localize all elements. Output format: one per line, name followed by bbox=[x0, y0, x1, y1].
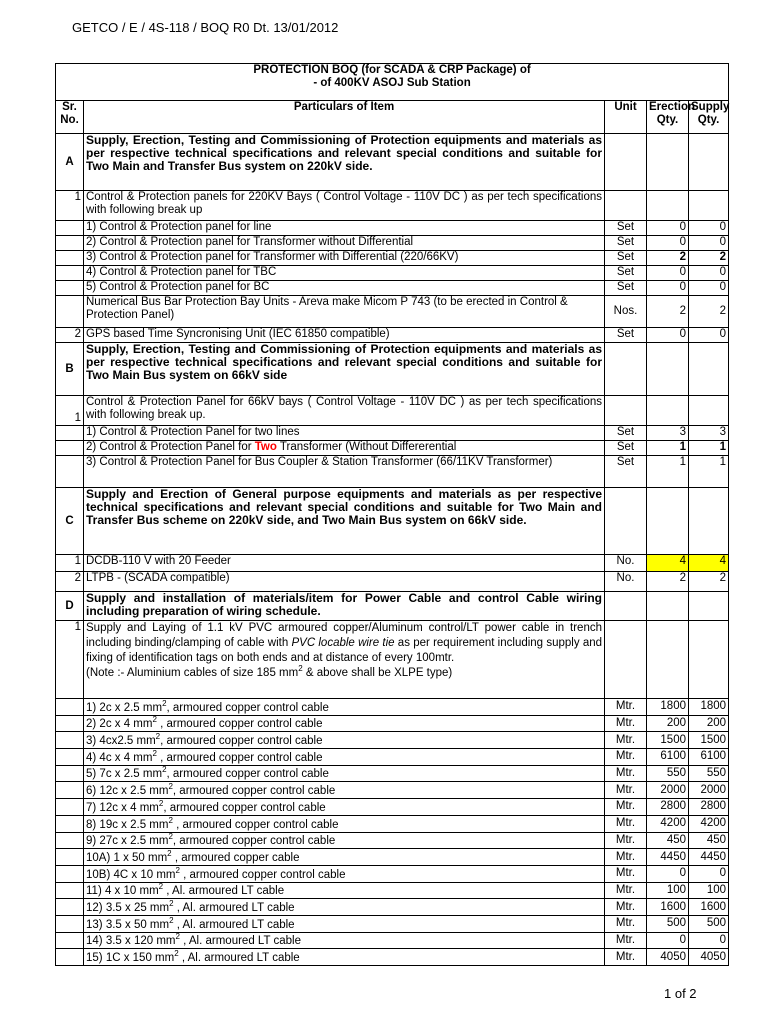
cable-supply-qty: 550 bbox=[689, 765, 729, 782]
section-a-row-4-erection: 0 bbox=[647, 266, 689, 281]
cable-description bbox=[84, 915, 605, 932]
cable-erection-qty: 550 bbox=[647, 765, 689, 782]
cable-supply-qty: 2000 bbox=[689, 782, 729, 799]
cable-erection-qty: 4450 bbox=[647, 849, 689, 866]
section-d-item-1-text-b: as per requirement including supply and fixing of identification tags on both ends and at distance of every 100mtr. bbox=[86, 637, 603, 664]
cable-size-sup: 2 bbox=[174, 949, 179, 959]
cable-supply-qty: 4450 bbox=[689, 849, 729, 866]
section-a-row-3-erection: 2 bbox=[647, 251, 689, 266]
cable-erection-qty: 2000 bbox=[647, 782, 689, 799]
section-b-row-2-text bbox=[84, 441, 605, 456]
section-c-row-1-text: DCDB-110 V with 20 Feeder bbox=[84, 555, 605, 572]
section-a-item-1-description: Control & Protection panels for 220KV Bays ( Control Voltage - 110V DC ) as per tech specifications with following break up bbox=[84, 191, 605, 221]
cable-description bbox=[84, 865, 605, 882]
cable-supply-qty: 6100 bbox=[689, 749, 729, 766]
cable-supply-qty: 0 bbox=[689, 865, 729, 882]
section-a-row-3-unit: Set bbox=[605, 251, 647, 266]
section-a-row-5-erection: 0 bbox=[647, 281, 689, 296]
cable-type: , Al. armoured LT cable bbox=[163, 885, 285, 898]
section-d-label: D bbox=[56, 592, 84, 621]
cable-description bbox=[84, 765, 605, 782]
section-c-description: Supply and Erection of General purpose equipments and materials as per respective technical specifications and relevant special conditions and suitable for Two Main and Transfer Bus scheme on 220kV side, and Two Main Bus system on 66kV side. bbox=[84, 488, 605, 555]
cable-size-sup: 2 bbox=[158, 882, 164, 892]
cable-size: 10B) 4C x 10 mm bbox=[86, 868, 176, 881]
section-a-description: Supply, Erection, Testing and Commissioning of Protection equipments and materials as per respective technical specifications and relevant special conditions and suitable for Two Main and Transfer Bus system on 220kV side. bbox=[84, 134, 605, 191]
cable-size: 1) 2c x 2.5 mm bbox=[86, 701, 163, 714]
busbar-erection: 2 bbox=[647, 296, 689, 328]
cable-type: , armoured copper cable bbox=[171, 851, 300, 864]
section-b-row-3-supply: 1 bbox=[689, 456, 729, 488]
cable-erection-qty: 100 bbox=[647, 882, 689, 899]
section-b-label: B bbox=[56, 343, 84, 396]
cable-row bbox=[56, 815, 729, 832]
cable-supply-qty: 4050 bbox=[689, 949, 729, 966]
section-a-row-5-supply: 0 bbox=[689, 281, 729, 296]
cable-description bbox=[84, 882, 605, 899]
section-b-description: Supply, Erection, Testing and Commissioning of Protection equipments and materials as per respective technical specifications and relevant special conditions and suitable for Two Main Bus system on 66kV side bbox=[84, 343, 605, 396]
boq-table bbox=[55, 63, 729, 966]
section-c-label: C bbox=[56, 488, 84, 555]
section-a-row-3 bbox=[56, 251, 729, 266]
cable-unit: Mtr. bbox=[605, 832, 647, 849]
section-a-item-2-supply: 0 bbox=[689, 328, 729, 343]
cable-description bbox=[84, 849, 605, 866]
cable-type: , armoured copper control cable bbox=[166, 701, 329, 714]
cable-description bbox=[84, 815, 605, 832]
section-a-label: A bbox=[56, 134, 84, 191]
cable-description bbox=[84, 699, 605, 716]
section-a-item-2-unit: Set bbox=[605, 328, 647, 343]
section-b-row-2-prefix: 2) Control & Protection Panel for bbox=[86, 441, 255, 453]
page-number: 1 of 2 bbox=[664, 986, 697, 1001]
section-a-row-1-erection: 0 bbox=[647, 221, 689, 236]
cable-row bbox=[56, 765, 729, 782]
section-a-row-1-text: 1) Control & Protection panel for line bbox=[84, 221, 605, 236]
section-b-item-1-sr: 1 bbox=[56, 396, 84, 426]
cable-unit: Mtr. bbox=[605, 715, 647, 732]
section-a-row-5-unit: Set bbox=[605, 281, 647, 296]
section-b-row-1-supply: 3 bbox=[689, 426, 729, 441]
busbar-row bbox=[56, 296, 729, 328]
cable-type: , Al. armoured LT cable bbox=[173, 918, 295, 931]
section-b-row-1-unit: Set bbox=[605, 426, 647, 441]
cable-size: 15) 1C x 150 mm bbox=[86, 952, 175, 964]
busbar-unit: Nos. bbox=[605, 296, 647, 328]
section-b-row-2-erection: 1 bbox=[647, 441, 689, 456]
section-d-item-1-sr: 1 bbox=[56, 621, 84, 699]
cable-supply-qty: 200 bbox=[689, 715, 729, 732]
section-b-row-1 bbox=[56, 426, 729, 441]
header-particulars: Particulars of Item bbox=[84, 101, 605, 134]
section-b-row-2 bbox=[56, 441, 729, 456]
cable-type: , Al. armoured LT cable bbox=[179, 935, 301, 948]
cable-erection-qty: 450 bbox=[647, 832, 689, 849]
section-c-row-2-unit: No. bbox=[605, 572, 647, 592]
section-a-item-2-text: GPS based Time Syncronising Unit (IEC 61850 compatible) bbox=[84, 328, 605, 343]
cable-supply-qty: 450 bbox=[689, 832, 729, 849]
cable-row bbox=[56, 899, 729, 916]
cable-description bbox=[84, 715, 605, 732]
section-b-row-1-text: 1) Control & Protection Panel for two lines bbox=[84, 426, 605, 441]
section-a-item-2-erection: 0 bbox=[647, 328, 689, 343]
section-c-row-2-erection: 2 bbox=[647, 572, 689, 592]
cable-unit: Mtr. bbox=[605, 949, 647, 966]
cable-unit: Mtr. bbox=[605, 799, 647, 816]
section-d-item-1-description bbox=[84, 621, 605, 699]
cable-size: 8) 19c x 2.5 mm bbox=[86, 818, 169, 831]
section-c-row-1-sr: 1 bbox=[56, 555, 84, 572]
section-d-item-1-text-a: Supply and Laying of 1.1 kV PVC armoured copper/Aluminum control/LT power cable in trench including binding/clamping of cable with bbox=[86, 622, 602, 649]
cable-type: , armoured copper control cable bbox=[172, 818, 339, 831]
cable-erection-qty: 4200 bbox=[647, 815, 689, 832]
cable-unit: Mtr. bbox=[605, 932, 647, 949]
cable-size: 5) 7c x 2.5 mm bbox=[86, 768, 163, 781]
section-d-note-prefix: (Note :- Aluminium cables of size 185 mm bbox=[86, 667, 299, 679]
cable-type: , armoured copper control cable bbox=[172, 785, 336, 798]
cable-type: , armoured copper control cable bbox=[156, 718, 323, 731]
cable-size-sup: 2 bbox=[169, 899, 174, 909]
cable-unit: Mtr. bbox=[605, 865, 647, 882]
cable-supply-qty: 2800 bbox=[689, 799, 729, 816]
cable-unit: Mtr. bbox=[605, 882, 647, 899]
section-a-row bbox=[56, 134, 729, 191]
cable-size-sup: 2 bbox=[168, 782, 173, 792]
cable-size: 4) 4c x 4 mm bbox=[86, 751, 153, 764]
cable-size-sup: 2 bbox=[158, 798, 164, 808]
title-line-2: - of 400KV ASOJ Sub Station bbox=[313, 77, 471, 89]
section-c-row-1-erection: 4 bbox=[647, 555, 689, 572]
title-line-1: PROTECTION BOQ (for SCADA & CRP Package) of bbox=[253, 64, 531, 76]
cable-size: 2) 2c x 4 mm bbox=[86, 718, 153, 731]
document-title bbox=[56, 64, 729, 101]
document-reference: GETCO / E / 4S-118 / BOQ R0 Dt. 13/01/2012 bbox=[72, 20, 339, 35]
cable-erection-qty: 1600 bbox=[647, 899, 689, 916]
cable-row bbox=[56, 749, 729, 766]
section-b-row-3-unit: Set bbox=[605, 456, 647, 488]
cable-type: , Al. armoured LT cable bbox=[178, 952, 300, 964]
section-b-row-2-emphasis: Two bbox=[254, 441, 277, 453]
header-sr-no: Sr. No. bbox=[56, 101, 84, 134]
cable-type: , armoured copper control cable bbox=[156, 751, 323, 764]
cable-row bbox=[56, 799, 729, 816]
section-a-row-2-erection: 0 bbox=[647, 236, 689, 251]
cable-row bbox=[56, 932, 729, 949]
section-a-row-4-unit: Set bbox=[605, 266, 647, 281]
cable-unit: Mtr. bbox=[605, 765, 647, 782]
section-a-row-1 bbox=[56, 221, 729, 236]
cable-size-sup: 2 bbox=[152, 748, 157, 758]
section-c-row bbox=[56, 488, 729, 555]
cable-size-sup: 2 bbox=[169, 915, 174, 925]
section-a-row-3-supply: 2 bbox=[689, 251, 729, 266]
cable-erection-qty: 0 bbox=[647, 932, 689, 949]
busbar-text: Numerical Bus Bar Protection Bay Units - Areva make Micom P 743 (to be erected in Control & Protection Panel) bbox=[84, 296, 605, 328]
cable-description bbox=[84, 899, 605, 916]
cable-row bbox=[56, 782, 729, 799]
cable-row bbox=[56, 732, 729, 749]
section-b-row-2-unit: Set bbox=[605, 441, 647, 456]
cable-unit: Mtr. bbox=[605, 899, 647, 916]
cable-erection-qty: 6100 bbox=[647, 749, 689, 766]
cable-supply-qty: 1500 bbox=[689, 732, 729, 749]
section-b-row-3 bbox=[56, 456, 729, 488]
header-unit: Unit bbox=[605, 101, 647, 134]
section-a-row-1-unit: Set bbox=[605, 221, 647, 236]
cable-size: 6) 12c x 2.5 mm bbox=[86, 785, 169, 798]
section-a-row-2 bbox=[56, 236, 729, 251]
cable-unit: Mtr. bbox=[605, 782, 647, 799]
section-c-row-1 bbox=[56, 555, 729, 572]
cable-row bbox=[56, 849, 729, 866]
cable-size-sup: 2 bbox=[168, 815, 173, 825]
cable-size: 11) 4 x 10 mm bbox=[86, 885, 159, 898]
cable-erection-qty: 200 bbox=[647, 715, 689, 732]
cable-size-sup: 2 bbox=[162, 765, 167, 775]
cable-size-sup: 2 bbox=[168, 832, 173, 842]
cable-size: 13) 3.5 x 50 mm bbox=[86, 918, 170, 931]
cable-description bbox=[84, 932, 605, 949]
section-a-row-2-text: 2) Control & Protection panel for Transformer without Differential bbox=[84, 236, 605, 251]
cable-row bbox=[56, 865, 729, 882]
section-b-row bbox=[56, 343, 729, 396]
section-a-row-4 bbox=[56, 266, 729, 281]
cable-row bbox=[56, 882, 729, 899]
cable-size: 10A) 1 x 50 mm bbox=[86, 851, 168, 864]
cable-size: 3) 4cx2.5 mm bbox=[86, 735, 156, 748]
cable-supply-qty: 4200 bbox=[689, 815, 729, 832]
section-a-row-2-unit: Set bbox=[605, 236, 647, 251]
cable-size: 7) 12c x 4 mm bbox=[86, 801, 159, 814]
section-d-item-1-text-italic: PVC locable wire tie bbox=[291, 637, 395, 649]
busbar-supply: 2 bbox=[689, 296, 729, 328]
cable-size-sup: 2 bbox=[175, 932, 180, 942]
cable-type: , armoured copper control cable bbox=[160, 735, 323, 748]
cable-erection-qty: 4050 bbox=[647, 949, 689, 966]
cable-supply-qty: 100 bbox=[689, 882, 729, 899]
section-a-item-1-sr: 1 bbox=[56, 191, 84, 221]
cable-row bbox=[56, 699, 729, 716]
cable-description bbox=[84, 732, 605, 749]
header-erection-qty: Erection Qty. bbox=[647, 101, 689, 134]
cable-size-sup: 2 bbox=[175, 865, 180, 875]
header-row bbox=[56, 101, 729, 134]
section-d-item-1-row bbox=[56, 621, 729, 699]
section-d-row bbox=[56, 592, 729, 621]
cable-size-sup: 2 bbox=[155, 732, 161, 742]
cable-unit: Mtr. bbox=[605, 815, 647, 832]
cable-row bbox=[56, 832, 729, 849]
cable-row bbox=[56, 949, 729, 966]
cable-size-sup: 2 bbox=[162, 698, 167, 708]
section-a-row-2-supply: 0 bbox=[689, 236, 729, 251]
header-supply-qty: Supply Qty. bbox=[689, 101, 729, 134]
cable-type: , armoured copper control cable bbox=[172, 835, 336, 848]
cable-unit: Mtr. bbox=[605, 849, 647, 866]
cable-erection-qty: 1500 bbox=[647, 732, 689, 749]
cable-description bbox=[84, 832, 605, 849]
cable-unit: Mtr. bbox=[605, 749, 647, 766]
cable-description bbox=[84, 799, 605, 816]
section-d-note-suffix: & above shall be XLPE type) bbox=[302, 667, 453, 679]
cable-unit: Mtr. bbox=[605, 732, 647, 749]
cable-size: 14) 3.5 x 120 mm bbox=[86, 935, 176, 948]
cable-erection-qty: 0 bbox=[647, 865, 689, 882]
section-a-row-4-text: 4) Control & Protection panel for TBC bbox=[84, 266, 605, 281]
section-a-item-2-row bbox=[56, 328, 729, 343]
cable-description bbox=[84, 949, 605, 966]
cable-size-sup: 2 bbox=[152, 715, 157, 725]
section-b-item-1-row bbox=[56, 396, 729, 426]
cable-size-sup: 2 bbox=[167, 849, 172, 859]
cable-type: , armoured copper control cable bbox=[166, 768, 329, 781]
cable-size: 9) 27c x 2.5 mm bbox=[86, 835, 169, 848]
section-a-row-3-text: 3) Control & Protection panel for Transformer with Differential (220/66KV) bbox=[84, 251, 605, 266]
section-b-item-1-description: Control & Protection Panel for 66kV bays ( Control Voltage - 110V DC ) as per tech specifications with following break up. bbox=[84, 396, 605, 426]
section-b-row-1-erection: 3 bbox=[647, 426, 689, 441]
section-a-row-5-text: 5) Control & Protection panel for BC bbox=[84, 281, 605, 296]
cable-supply-qty: 0 bbox=[689, 932, 729, 949]
section-a-row-4-supply: 0 bbox=[689, 266, 729, 281]
section-c-row-2-sr: 2 bbox=[56, 572, 84, 592]
section-c-row-2-text: LTPB - (SCADA compatible) bbox=[84, 572, 605, 592]
cable-supply-qty: 1600 bbox=[689, 899, 729, 916]
section-b-row-2-supply: 1 bbox=[689, 441, 729, 456]
cable-row bbox=[56, 715, 729, 732]
section-c-row-1-supply: 4 bbox=[689, 555, 729, 572]
section-b-row-3-erection: 1 bbox=[647, 456, 689, 488]
cable-type: , armoured copper control cable bbox=[179, 868, 346, 881]
section-b-row-3-text: 3) Control & Protection Panel for Bus Coupler & Station Transformer (66/11KV Transformer) bbox=[84, 456, 605, 488]
cable-unit: Mtr. bbox=[605, 915, 647, 932]
cable-description bbox=[84, 749, 605, 766]
section-a-row-1-supply: 0 bbox=[689, 221, 729, 236]
cable-row bbox=[56, 915, 729, 932]
cable-erection-qty: 500 bbox=[647, 915, 689, 932]
cable-type: , armoured copper control cable bbox=[163, 801, 326, 814]
cable-description bbox=[84, 782, 605, 799]
section-d-note-sup: 2 bbox=[298, 664, 303, 674]
section-d-description: Supply and installation of materials/item for Power Cable and control Cable wiring including preparation of wiring schedule. bbox=[84, 592, 605, 621]
section-b-row-2-suffix: Transformer (Without Differerential bbox=[276, 441, 457, 453]
section-c-row-2-supply: 2 bbox=[689, 572, 729, 592]
cable-erection-qty: 1800 bbox=[647, 699, 689, 716]
cable-supply-qty: 1800 bbox=[689, 699, 729, 716]
cable-size: 12) 3.5 x 25 mm bbox=[86, 901, 170, 914]
section-a-item-2-sr: 2 bbox=[56, 328, 84, 343]
cable-supply-qty: 500 bbox=[689, 915, 729, 932]
section-a-item-1-row bbox=[56, 191, 729, 221]
cable-erection-qty: 2800 bbox=[647, 799, 689, 816]
cable-unit: Mtr. bbox=[605, 699, 647, 716]
section-c-row-2 bbox=[56, 572, 729, 592]
section-c-row-1-unit: No. bbox=[605, 555, 647, 572]
cable-type: , Al. armoured LT cable bbox=[173, 901, 295, 914]
section-a-row-5 bbox=[56, 281, 729, 296]
